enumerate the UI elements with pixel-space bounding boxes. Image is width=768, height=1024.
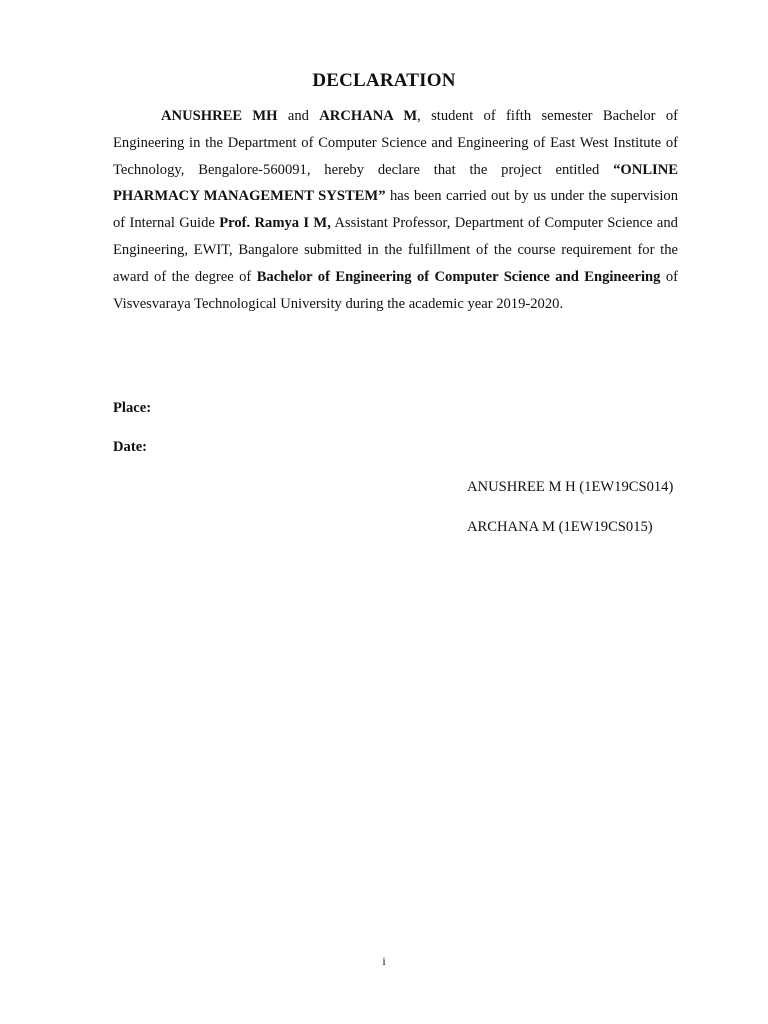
page-title: DECLARATION	[312, 70, 456, 91]
date-label: Date:	[113, 439, 148, 455]
page-number: i	[382, 954, 386, 968]
place-label: Place:	[113, 400, 152, 416]
project-title: “ONLINE PHARMACY MANAGEMENT SYSTEM”	[113, 161, 678, 205]
declaration-paragraph	[113, 103, 678, 317]
degree-name: Bachelor of Engineering of Computer Science and Engineering	[256, 268, 661, 285]
author-name-2: ARCHANA M	[319, 108, 418, 124]
signature-1: ANUSHREE M H (1EW19CS014)	[467, 479, 674, 495]
guide-name: Prof. Ramya I M,	[219, 215, 331, 232]
author-name-1: ANUSHREE MH	[161, 108, 278, 124]
paragraph-text-2: , student of fifth semester Bachelor of Engineering in the Department of Computer Science and Engineering of East West Institute of Technology, Bengalore-560091, hereby declare that the project entitled	[113, 108, 678, 178]
signature-2: ARCHANA M (1EW19CS015)	[467, 519, 653, 535]
paragraph-text-5: of Visvesvaraya Technological University during the academic year 2019-2020.	[113, 268, 678, 312]
paragraph-text-3: has been carried out by us under the supervision of Internal Guide	[113, 188, 679, 232]
paragraph-text-4: Assistant Professor, Department of Computer Science and Engineering, EWIT, Bangalore submitted in the fulfillment of the course requirement for the award of the degree of	[113, 215, 678, 285]
paragraph-text-1: and	[277, 108, 320, 124]
